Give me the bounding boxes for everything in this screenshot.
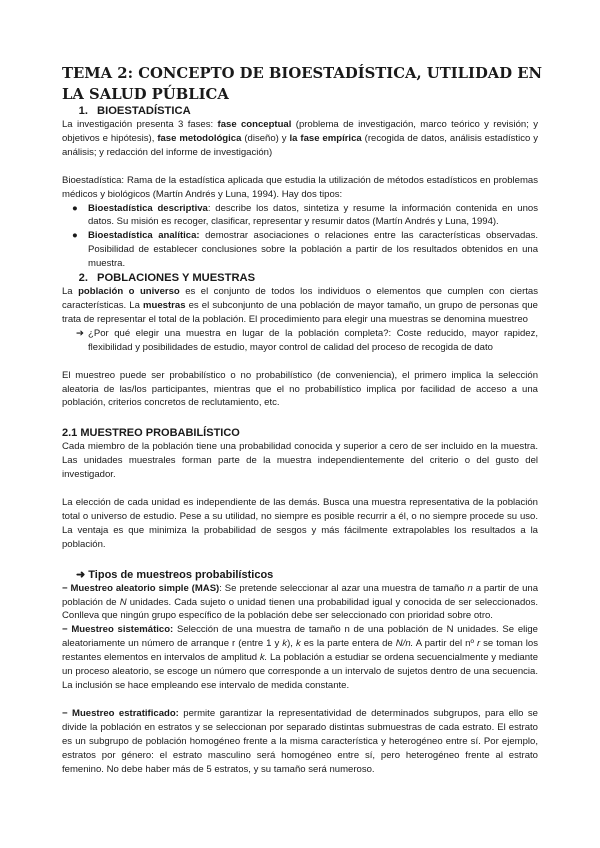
paragraph-fases: La investigación presenta 3 fases: fase conceptual (problema de investigación, marco teórico y revisión; y objetivos e hipótesis), fase metodológica (diseño) y la fase empírica (recogida de datos, análisis estadístico y análisis; y redacción del informe de investigación)	[62, 119, 538, 158]
paragraph-sistematico: − Muestreo sistemático: Selección de una muestra de tamaño n de una población de N unidades. Se elige aleatoriamente un número de arranque r (entre 1 y k), k es la parte entera de N/n. A partir del nº r se toman los restantes elementos en intervalos de amplitud k. La población a estudiar se ordena secuencialmente y mediante un proceso aleatorio, se escoge un número que corresponde a un intervalo de sujetos dentro de una secuencia. La inclusión se hace empleando ese intervalo de medida constante.	[62, 624, 539, 691]
section-number: 1.	[78, 105, 88, 117]
bullet-icon: ●	[72, 202, 78, 214]
bullet-icon: ●	[72, 230, 78, 242]
arrow-icon: ➔	[76, 327, 84, 339]
paragraph-probabilistico-definition: Cada miembro de la población tiene una probabilidad conocida y superior a cero de ser incluido en la muestra. Las unidades muestrales forman parte de la muestra independientemente del criterio o del gusto del investigador.	[62, 441, 538, 481]
document-body	[62, 104, 538, 776]
bioestadistica-types-list	[62, 202, 538, 272]
paragraph-poblacion-muestra: La población o universo es el conjunto de todos los individuos o elementos que cumplen con ciertas características. La muestras es el subconjunto de una población de mayor tamaño, un grupo de personas que trata de representar el total de la población. El procedimiento para elegir una muestras se denomina muestreo	[62, 286, 538, 325]
paragraph-muestreo-types: El muestreo puede ser probabilístico o no probabilístico (de conveniencia), el primero implica la selección aleatoria de las/los participantes, mientras que el no probabilístico implica por facilidad de acceso a una población, criterios concretos de reclutamiento, etc.	[62, 369, 538, 409]
page-title: TEMA 2: CONCEPTO DE BIOESTADÍSTICA, UTILIDAD EN LA SALUD PÚBLICA	[62, 65, 543, 103]
section-title: BIOESTADÍSTICA	[97, 105, 191, 117]
arrow-point-why-sample: ➔ ¿Por qué elegir una muestra en lugar de la población completa?: Coste reducido, mayor rapidez, flexibilidad y posibilidades de estudio, mayor control de calidad del proceso de recogida de dato	[76, 327, 538, 353]
subsection-heading-muestreo-probabilistico: 2.1 MUESTREO PROBABILÍSTICO	[62, 427, 240, 440]
paragraph-bioestadistica-definition: Bioestadística: Rama de la estadística aplicada que estudia la utilización de métodos estadísticos en problemas médicos y biológicos (Martín Andrés y Luna, 1994). Hay dos tipos:	[62, 174, 538, 200]
list-item-descriptiva: ● Bioestadística descriptiva: describe los datos, sintetiza y resume la información contenida en unos datos. Su misión es recoger, clasificar, representar y resumir datos (Martín Andrés y Luna, 1994).	[72, 202, 538, 228]
paragraph-probabilistico-ventaja: La elección de cada unidad es independiente de las demás. Busca una muestra representativa de la población total o universo de estudio. Pese a su utilidad, no siempre es posible recurrir a él, o no siempre procede su uso. La ventaja es que minimiza la probabilidad de sesgos y más fácilmente extrapolables los resultados a la población.	[62, 497, 538, 550]
paragraph-estratificado: − Muestreo estratificado: permite garantizar la representatividad de determinados subgrupos, para ello se divide la población en estratos y se seleccionan por separado distintas submuestras de cada estrato. El estrato es un subgrupo de población homogéneo frente a la misma característica y heterogéneo entre sí. Por ejemplo, estratos por género: el estrato masculino será homogéneo entre sí, pero heterogéneo frente al estrato femenino. No debe haber más de 5 estratos, y su tamaño será numeroso.	[62, 707, 538, 775]
list-item-analitica: ● Bioestadística analítica: demostrar asociaciones o relaciones entre las características observadas. Posibilidad de establecer conclusiones sobre la población a partir de los resultados obtenidos en una muestra.	[72, 230, 538, 270]
section-number: 2.	[78, 272, 88, 285]
types-heading: ➜ Tipos de muestreos probabilísticos	[76, 568, 274, 581]
paragraph-mas: − Muestreo aleatorio simple (MAS): Se pretende seleccionar al azar una muestra de tamaño n a partir de una población de N unidades. Cada sujeto o unidad tienen una probabilidad igual y conocida de ser seleccionados. Conlleva que ningún grupo específico de la población debe ser seleccionado con prioridad sobre otro.	[62, 582, 539, 622]
section-title: POBLACIONES Y MUESTRAS	[97, 272, 256, 285]
section-heading-bioestadistica	[62, 104, 538, 118]
section-heading-poblaciones	[62, 271, 538, 285]
